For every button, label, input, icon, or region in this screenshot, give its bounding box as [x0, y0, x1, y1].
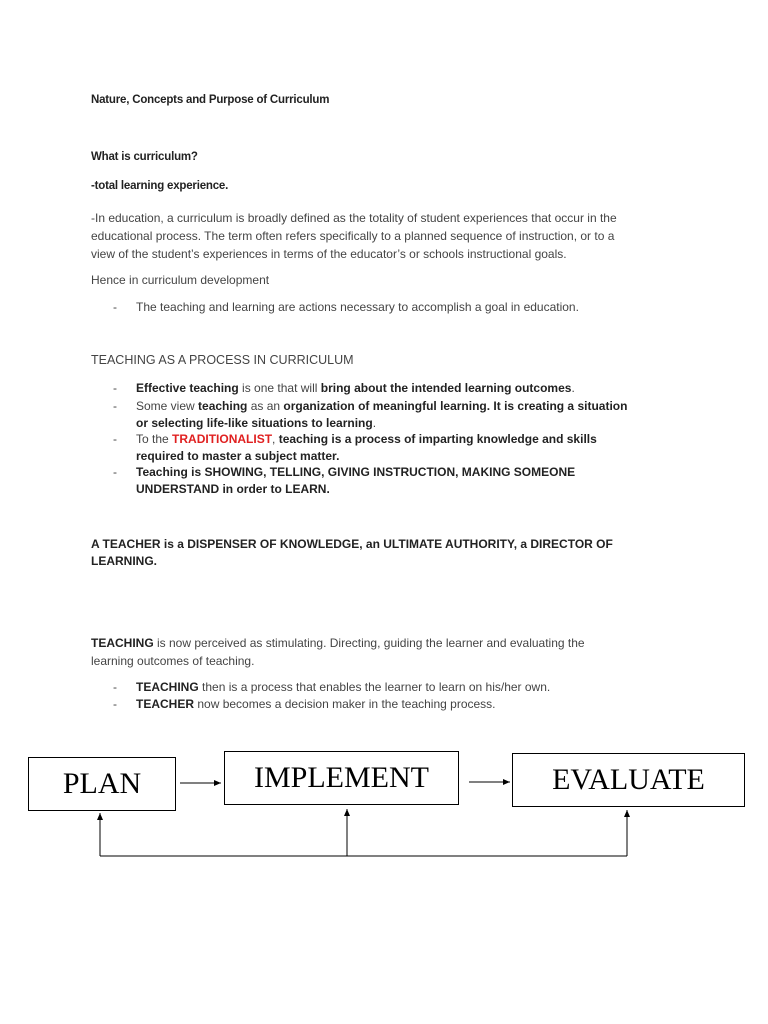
list-item-text — [136, 696, 696, 713]
bold-text: TEACHING — [91, 636, 154, 650]
list-item — [0, 431, 768, 465]
plain-text: is one that will — [238, 381, 321, 395]
bold-text: TEACHER — [136, 697, 195, 711]
bullet-dash: - — [113, 680, 117, 694]
list-item — [0, 398, 768, 432]
plain-text: . — [372, 416, 377, 430]
list-item-text: The teaching and learning are actions necessary to accomplish a goal in education. — [136, 300, 579, 314]
bullet-dash: - — [113, 465, 117, 479]
plain-text: To the — [136, 432, 173, 446]
teaching-paragraph — [91, 634, 691, 670]
teaching-line-1 — [91, 634, 691, 652]
plain-text: now becomes a decision maker in the teaching process. — [194, 697, 496, 711]
bold-text: required to master a subject matter. — [136, 449, 340, 463]
list-item-text — [136, 380, 696, 397]
list-item — [0, 299, 768, 317]
plain-text: is now perceived as stimulating. Directing, guiding the learner and evaluating the — [153, 636, 585, 650]
bold-text: Effective teaching — [136, 381, 239, 395]
definition-paragraph — [91, 209, 691, 263]
bullet-dash: - — [113, 381, 117, 395]
teacher-line-2: LEARNING. — [91, 554, 157, 568]
section-heading: TEACHING AS A PROCESS IN CURRICULUM — [91, 353, 354, 367]
list-item-text — [136, 679, 696, 696]
doc-title: Nature, Concepts and Purpose of Curriculum — [91, 94, 330, 106]
bold-text: or selecting life-like situations to learning — [136, 416, 373, 430]
list-item — [0, 696, 768, 713]
definition-short: -total learning experience. — [91, 180, 229, 192]
bold-text: teaching — [198, 399, 248, 413]
plain-text: , — [272, 432, 279, 446]
teacher-statement — [91, 536, 691, 570]
plain-text: then is a process that enables the learner to learn on his/her own. — [198, 680, 551, 694]
bullet-dash: - — [113, 432, 117, 446]
definition-line-1: -In education, a curriculum is broadly defined as the totality of student experiences that occur in the — [91, 211, 617, 225]
evaluate-box: EVALUATE — [512, 753, 745, 807]
list-item — [0, 380, 768, 397]
bold-text: organization of meaningful learning. It is creating a situation — [283, 399, 628, 413]
highlight-traditionalist: TRADITIONALIST — [172, 432, 273, 446]
question-heading: What is curriculum? — [91, 151, 198, 163]
teaching-line-2: learning outcomes of teaching. — [91, 654, 255, 668]
list-item-text — [136, 464, 696, 498]
plain-text: as an — [247, 399, 284, 413]
teacher-line-1: A TEACHER is a DISPENSER OF KNOWLEDGE, an ULTIMATE AUTHORITY, a DIRECTOR OF — [91, 537, 613, 551]
bold-text: teaching is a process of imparting knowledge and skills — [278, 432, 597, 446]
hence-line: Hence in curriculum development — [91, 273, 270, 287]
bold-text: bring about the intended learning outcomes — [320, 381, 572, 395]
plain-text: Some view — [136, 399, 199, 413]
bullet-dash: - — [113, 399, 117, 413]
definition-line-2: educational process. The term often refers specifically to a planned sequence of instruction, or to a — [91, 229, 615, 243]
bold-text: Teaching is SHOWING, TELLING, GIVING INSTRUCTION, MAKING SOMEONE — [136, 465, 576, 479]
plain-text: . — [571, 381, 575, 395]
bullet-dash: - — [113, 697, 117, 711]
list-item-text — [136, 431, 696, 465]
bullet-dash: - — [113, 300, 117, 314]
bold-text: UNDERSTAND in order to LEARN. — [136, 482, 330, 496]
list-item-text — [136, 398, 696, 432]
list-item — [0, 464, 768, 498]
definition-line-3: view of the student’s experiences in terms of the educator’s or schools instructional goals. — [91, 247, 567, 261]
plan-box: PLAN — [28, 757, 176, 811]
list-item — [0, 679, 768, 696]
bold-text: TEACHING — [136, 680, 199, 694]
implement-box: IMPLEMENT — [224, 751, 459, 805]
